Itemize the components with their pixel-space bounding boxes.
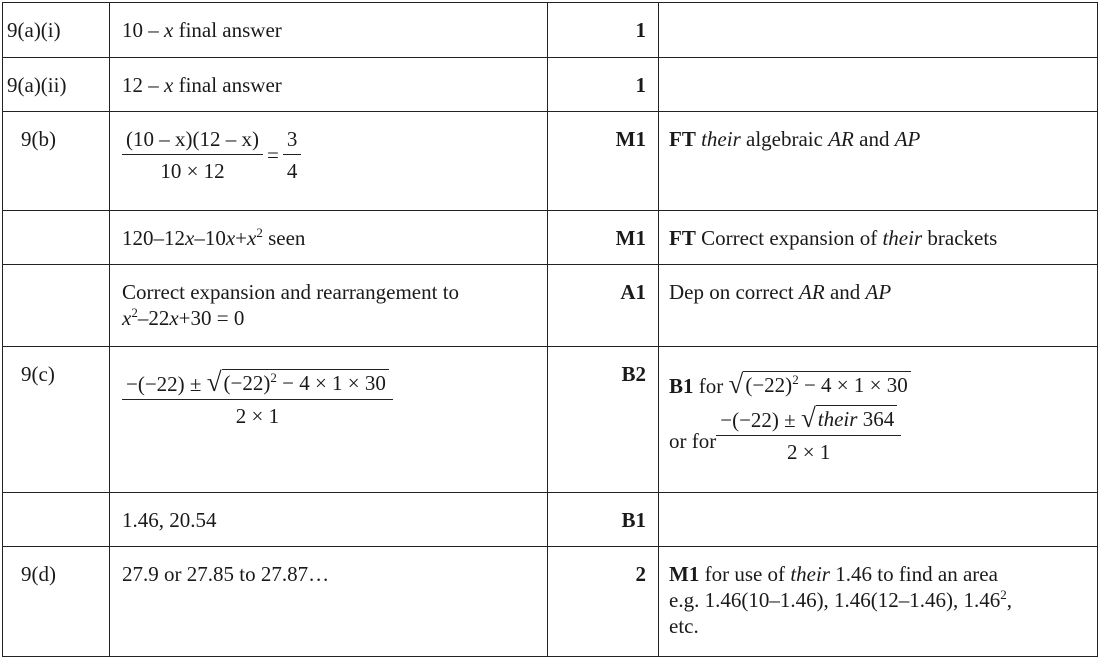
answer-variable: x xyxy=(164,18,174,42)
guidance-ft: FT xyxy=(669,226,696,250)
answer-cell xyxy=(110,347,548,493)
guidance-cell xyxy=(659,493,1098,547)
question-cell xyxy=(3,265,110,347)
question-cell xyxy=(3,493,110,547)
quadratic-formula xyxy=(122,369,393,429)
answer-variable: x xyxy=(225,226,236,250)
guidance-ap: AP xyxy=(894,127,921,151)
superscript: 2 xyxy=(1000,587,1007,602)
radicand-text: − 4 × 1 × 30 xyxy=(276,371,386,395)
guidance-text: and xyxy=(853,127,895,151)
answer-text: +30 = 0 xyxy=(178,306,245,330)
fraction xyxy=(122,126,263,184)
guidance-cell xyxy=(659,112,1098,211)
question-label: 9(b) xyxy=(21,127,56,151)
mark-value: B2 xyxy=(621,362,646,386)
guidance-m1: M1 xyxy=(669,562,700,586)
guidance-their: their xyxy=(790,562,830,586)
answer-cell xyxy=(110,265,548,347)
answer-text: final answer xyxy=(173,73,282,97)
question-cell xyxy=(3,3,110,58)
radicand xyxy=(816,405,897,431)
formula-prefix: −(−22) ± xyxy=(720,408,801,432)
guidance-cell xyxy=(659,265,1098,347)
mark-scheme-table xyxy=(2,2,1098,657)
question-cell xyxy=(3,547,110,657)
fraction-numerator: (10 – x)(12 – x) xyxy=(126,127,259,151)
fraction-numerator: 3 xyxy=(286,127,298,151)
mark-value: A1 xyxy=(620,280,646,304)
guidance-text: Correct expansion of xyxy=(695,226,883,250)
guidance-cell xyxy=(659,547,1098,657)
question-cell xyxy=(3,112,110,211)
radicand-text: (−22) xyxy=(223,371,271,395)
fraction-numerator xyxy=(122,369,393,399)
answer-variable: x xyxy=(185,226,195,250)
fraction xyxy=(716,405,901,465)
table-row xyxy=(3,265,1098,347)
guidance-text: or for xyxy=(669,429,717,453)
radicand xyxy=(743,371,910,397)
answer-text: –22 xyxy=(137,306,170,330)
answer-text: 12 – xyxy=(122,73,164,97)
table-row xyxy=(3,347,1098,493)
fraction-denominator: 2 × 1 xyxy=(235,404,280,428)
answer-variable: x xyxy=(164,73,174,97)
radical-sign: √ xyxy=(728,369,744,399)
mark-cell xyxy=(548,58,659,112)
mark-value: 1 xyxy=(635,73,646,97)
answer-text: 120–12 xyxy=(122,226,185,250)
mark-value: 1 xyxy=(635,18,646,42)
guidance-line xyxy=(669,371,1087,399)
radical-sign: √ xyxy=(800,403,816,433)
answer-text: 10 – xyxy=(122,18,164,42)
equation xyxy=(122,126,535,184)
guidance-cell xyxy=(659,3,1098,58)
table-row xyxy=(3,112,1098,211)
table-row xyxy=(3,211,1098,265)
answer-cell xyxy=(110,547,548,657)
equals-sign: = xyxy=(266,143,279,167)
fraction-denominator: 2 × 1 xyxy=(787,440,831,464)
guidance-line xyxy=(669,561,1087,587)
fraction xyxy=(283,126,302,184)
formula-prefix: −(−22) ± xyxy=(126,372,207,396)
table-row xyxy=(3,493,1098,547)
square-root xyxy=(801,405,897,431)
mark-cell xyxy=(548,347,659,493)
table-row xyxy=(3,58,1098,112)
guidance-cell xyxy=(659,58,1098,112)
answer-cell xyxy=(110,58,548,112)
mark-value: 2 xyxy=(635,562,646,586)
radicand-text: 364 xyxy=(857,407,895,431)
radicand-text: − 4 × 1 × 30 xyxy=(798,373,908,397)
fraction-denominator: 4 xyxy=(286,159,298,183)
table-row xyxy=(3,547,1098,657)
guidance-line: etc. xyxy=(669,614,699,638)
guidance-text: Dep on correct xyxy=(669,280,800,304)
guidance-text: algebraic xyxy=(740,127,829,151)
question-label: 9(c) xyxy=(21,362,55,386)
answer-text: –10 xyxy=(194,226,226,250)
answer-text: final answer xyxy=(173,18,282,42)
answer-cell xyxy=(110,211,548,265)
superscript: 2 xyxy=(792,372,799,387)
answer-variable: x xyxy=(169,306,179,330)
guidance-text: for use of xyxy=(699,562,791,586)
superscript: 2 xyxy=(131,305,138,320)
fraction-denominator: 10 × 12 xyxy=(160,159,225,183)
guidance-text: 1.46 to find an area xyxy=(829,562,998,586)
question-label: 9(a)(ii) xyxy=(7,73,67,97)
mark-value: M1 xyxy=(615,127,646,151)
answer-equation xyxy=(122,305,535,331)
square-root xyxy=(729,371,911,397)
guidance-text: and xyxy=(824,280,866,304)
mark-cell xyxy=(548,112,659,211)
mark-cell xyxy=(548,211,659,265)
guidance-cell xyxy=(659,347,1098,493)
answer-cell xyxy=(110,112,548,211)
mark-value: B1 xyxy=(621,508,646,532)
guidance-text: , xyxy=(1006,588,1013,612)
mark-cell xyxy=(548,493,659,547)
question-label: 9(a)(i) xyxy=(7,18,61,42)
guidance-their: their xyxy=(701,127,741,151)
guidance-cell xyxy=(659,211,1098,265)
guidance-line xyxy=(669,405,1087,465)
guidance-text: brackets xyxy=(922,226,998,250)
guidance-b1: B1 xyxy=(669,374,694,398)
superscript: 2 xyxy=(270,370,277,385)
mark-value: M1 xyxy=(615,226,646,250)
question-label: 9(d) xyxy=(21,562,56,586)
guidance-ft: FT xyxy=(669,127,696,151)
guidance-ar: AR xyxy=(828,127,854,151)
radicand xyxy=(222,369,389,395)
radicand-text: (−22) xyxy=(745,373,793,397)
answer-variable: x xyxy=(122,306,132,330)
guidance-their: their xyxy=(882,226,923,250)
answer-cell xyxy=(110,3,548,58)
mark-cell xyxy=(548,547,659,657)
mark-cell xyxy=(548,3,659,58)
guidance-text: e.g. 1.46(10–1.46), 1.46(12–1.46), 1.46 xyxy=(669,588,1001,612)
guidance-ar: AR xyxy=(799,280,825,304)
question-cell xyxy=(3,211,110,265)
table-row xyxy=(3,3,1098,58)
superscript: 2 xyxy=(256,225,263,240)
answer-text: 27.9 or 27.85 to 27.87… xyxy=(122,562,330,586)
answer-text: Correct expansion and rearrangement to xyxy=(122,280,460,304)
answer-text: 1.46, 20.54 xyxy=(122,508,217,532)
guidance-text: for xyxy=(693,374,729,398)
mark-cell xyxy=(548,265,659,347)
guidance-line xyxy=(669,587,1087,613)
answer-text: + xyxy=(235,226,247,250)
square-root xyxy=(207,369,389,395)
radical-sign: √ xyxy=(206,367,222,397)
guidance-ap: AP xyxy=(865,280,892,304)
guidance-their: their xyxy=(817,407,858,431)
question-cell xyxy=(3,347,110,493)
fraction-numerator xyxy=(716,405,901,435)
answer-variable: x xyxy=(247,226,257,250)
answer-cell xyxy=(110,493,548,547)
question-cell xyxy=(3,58,110,112)
answer-text: seen xyxy=(262,226,306,250)
